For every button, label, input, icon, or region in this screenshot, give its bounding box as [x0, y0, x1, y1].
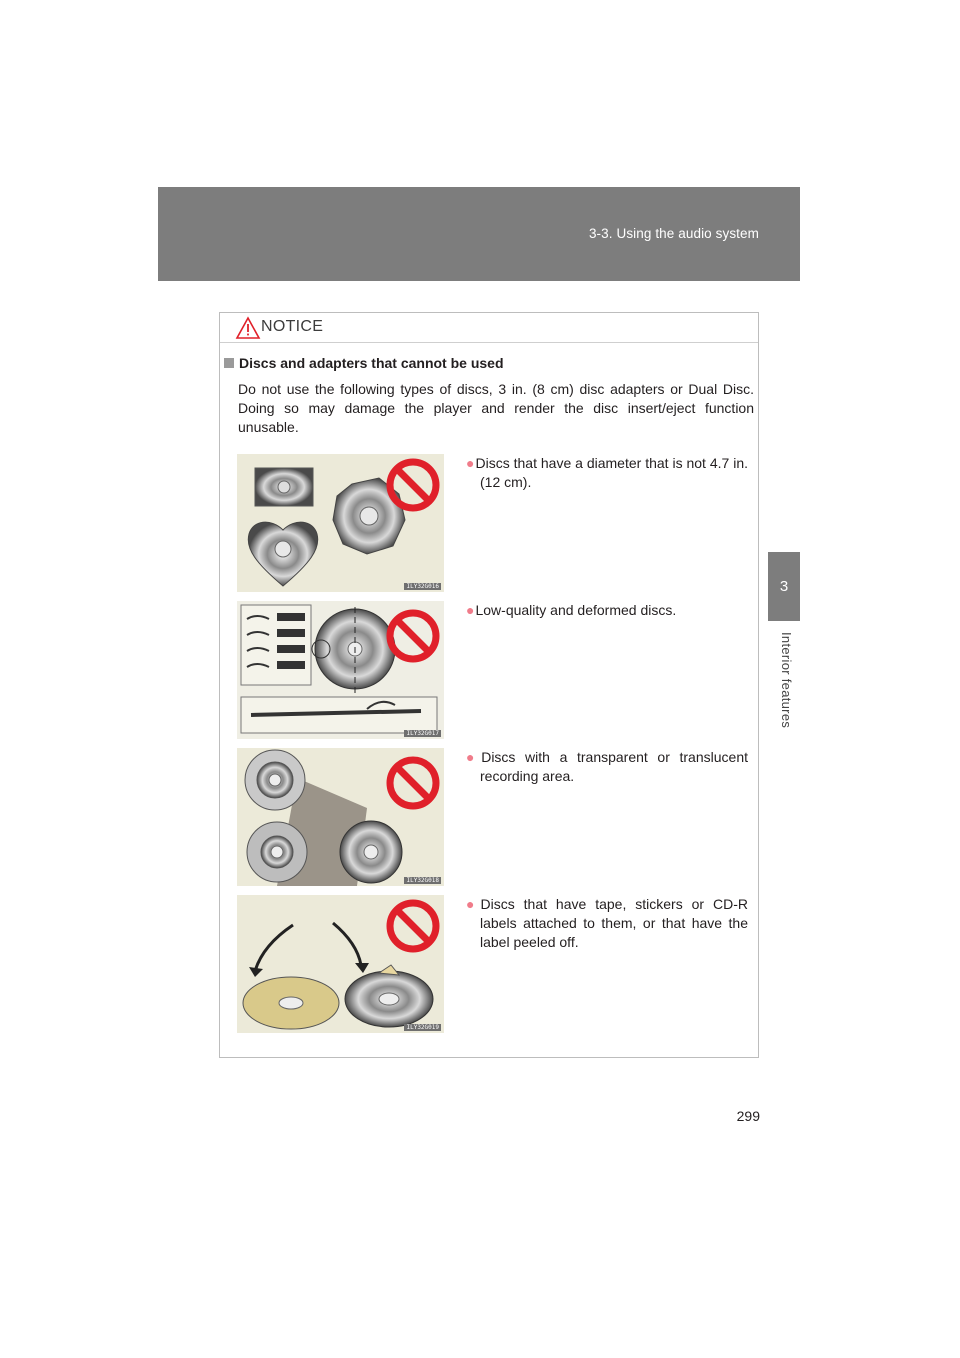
item-label: Discs with a transparent or translucent recording area. — [480, 749, 748, 784]
list-item — [237, 601, 753, 739]
item-text — [466, 454, 748, 492]
notice-body: Do not use the following types of discs, 3 in. (8 cm) disc adapters or Dual Disc. Doing so may damage the player and render the disc insert/eject function unusable. — [238, 381, 754, 435]
bullet-dot-icon: ● — [466, 896, 480, 912]
illustration-odd-shaped-discs — [237, 454, 444, 592]
list-item — [237, 454, 753, 592]
bullet-dot-icon: ● — [466, 455, 475, 471]
list-item — [237, 895, 753, 1033]
square-bullet-icon — [224, 358, 234, 368]
list-item — [237, 748, 753, 886]
subhead — [224, 355, 504, 371]
bullet-dot-icon: ● — [466, 749, 481, 765]
bullet-dot-icon: ● — [466, 602, 475, 618]
image-code: ILY32G019 — [406, 1024, 439, 1031]
image-code: ILY32G017 — [406, 730, 439, 737]
item-label: Low-quality and deformed discs. — [475, 602, 677, 618]
image-code: ILY32G018 — [406, 877, 439, 884]
item-text — [466, 895, 748, 952]
chapter-label: Interior features — [779, 632, 794, 729]
illustration-transparent-discs — [237, 748, 444, 886]
header-bar — [158, 187, 800, 281]
image-code: ILY32G016 — [406, 583, 439, 590]
notice-header — [220, 313, 758, 343]
illustration-labeled-discs — [237, 895, 444, 1033]
illustration-deformed-discs — [237, 601, 444, 739]
warning-icon — [235, 316, 261, 340]
notice-box — [219, 312, 759, 1058]
item-text — [466, 601, 748, 620]
subhead-text: Discs and adapters that cannot be used — [239, 355, 504, 371]
section-title: 3-3. Using the audio system — [588, 226, 759, 241]
notice-title: NOTICE — [261, 318, 324, 335]
item-text — [466, 748, 748, 786]
item-label: Discs that have a diameter that is not 4.7 in. (12 cm). — [475, 455, 748, 490]
page-number: 299 — [736, 1108, 760, 1124]
chapter-tab[interactable]: 3 — [768, 552, 800, 621]
item-label: Discs that have tape, stickers or CD-R labels attached to them, or that have the label peeled off. — [480, 896, 748, 950]
